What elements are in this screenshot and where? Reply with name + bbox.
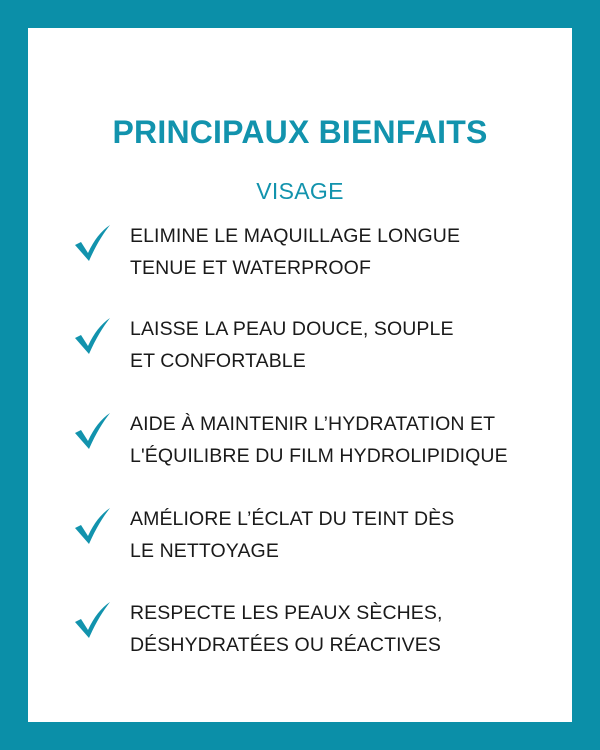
benefit-line: RESPECTE LES PEAUX SÈCHES, [130, 602, 443, 624]
benefit-text [130, 313, 550, 377]
checkmark-icon [72, 507, 112, 545]
benefit-item-5 [28, 597, 572, 667]
benefit-item-3 [28, 408, 572, 478]
benefit-line: AIDE À MAINTENIR L’HYDRATATION ET [130, 413, 496, 435]
benefit-line: AMÉLIORE L’ÉCLAT DU TEINT DÈS [130, 508, 455, 530]
checkmark-icon [72, 412, 112, 450]
benefits-list [28, 28, 572, 722]
benefit-line: L'ÉQUILIBRE DU FILM HYDROLIPIDIQUE [130, 445, 508, 467]
benefit-text [130, 503, 550, 567]
benefits-card [28, 28, 572, 722]
benefit-line: TENUE ET WATERPROOF [130, 257, 371, 279]
benefit-line: ET CONFORTABLE [130, 350, 306, 372]
checkmark-icon [72, 224, 112, 262]
checkmark-icon [72, 601, 112, 639]
benefit-line: LE NETTOYAGE [130, 540, 279, 562]
benefit-item-1 [28, 220, 572, 290]
page-title: PRINCIPAUX BIENFAITS [112, 114, 488, 150]
benefit-line: LAISSE LA PEAU DOUCE, SOUPLE [130, 318, 454, 340]
checkmark-icon [72, 317, 112, 355]
benefit-line: ELIMINE LE MAQUILLAGE LONGUE [130, 225, 461, 247]
benefit-text [130, 597, 550, 661]
benefit-item-2 [28, 313, 572, 383]
benefit-item-4 [28, 503, 572, 573]
benefit-text [130, 408, 550, 472]
benefit-text [130, 220, 550, 284]
benefit-line: DÉSHYDRATÉES OU RÉACTIVES [130, 634, 441, 656]
page-subtitle: VISAGE [256, 178, 344, 204]
